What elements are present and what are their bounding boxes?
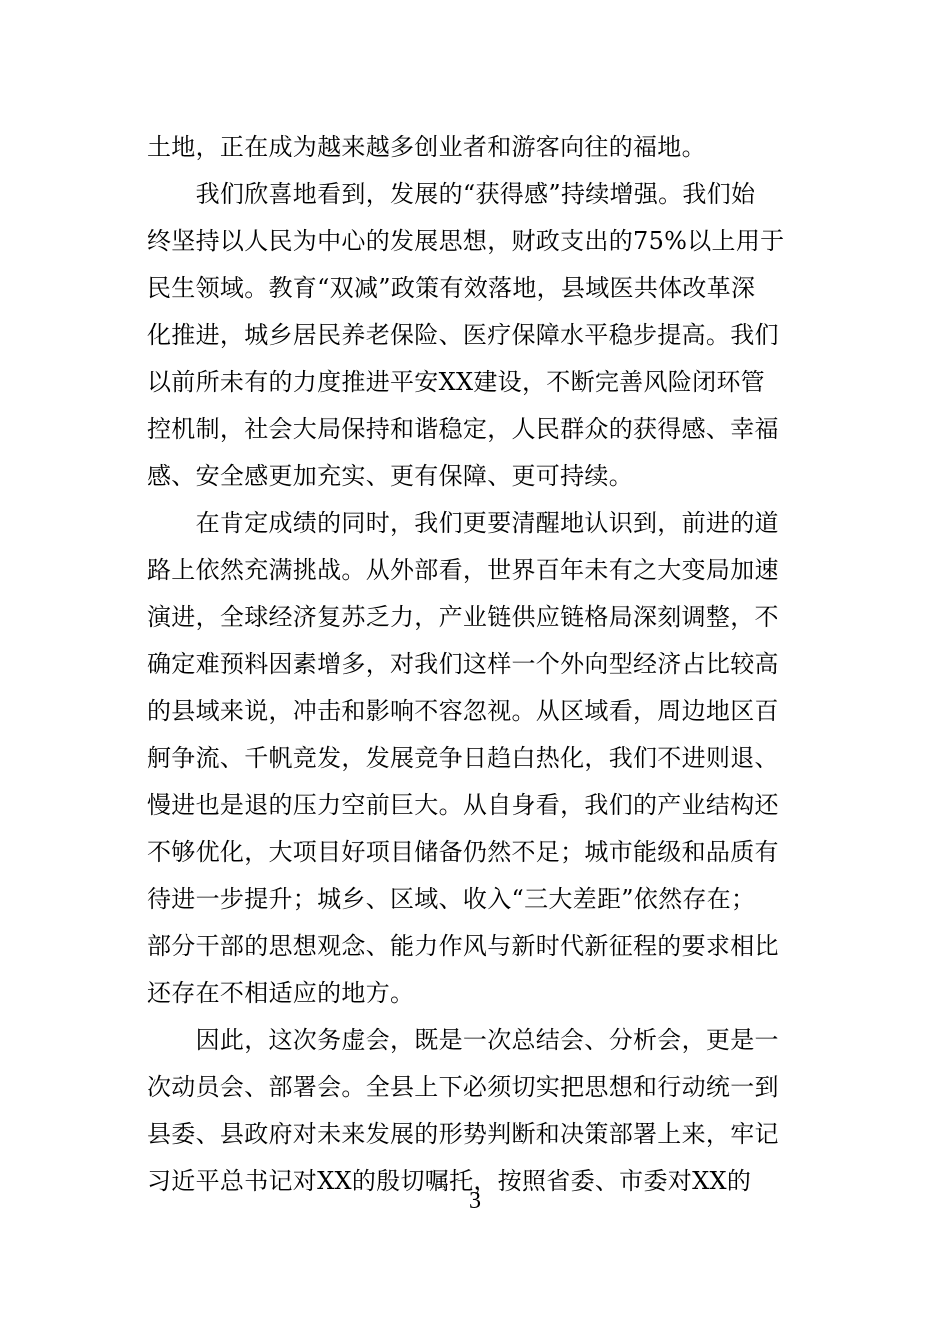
- text-line: 民生领域。教育“双减”政策有效落地，县域医共体改革深: [147, 274, 756, 302]
- text-line: 次动员会、部署会。全县上下必须切实把思想和行动统一到: [147, 1073, 779, 1101]
- text-line: 确定难预料因素增多，对我们这样一个外向型经济占比较高: [147, 650, 779, 678]
- text-line: 因此，这次务虚会，既是一次总结会、分析会，更是一: [147, 1026, 779, 1054]
- text-line: 县委、县政府对未来发展的形势判断和决策部署上来，牢记: [147, 1120, 779, 1148]
- text-line: 土地，正在成为越来越多创业者和游客向往的福地。: [147, 133, 706, 161]
- text-line: 演进，全球经济复苏乏力，产业链供应链格局深刻调整，不: [147, 603, 779, 631]
- text-line: 部分干部的思想观念、能力作风与新时代新征程的要求相比: [147, 932, 779, 960]
- page-number: 3: [469, 1188, 481, 1214]
- text-line: 舸争流、千帆竞发，发展竞争日趋白热化，我们不进则退、: [147, 744, 779, 772]
- text-line: 我们欣喜地看到，发展的“获得感”持续增强。我们始: [147, 180, 756, 208]
- text-line: 终坚持以人民为中心的发展思想，财政支出的75%以上用于: [147, 227, 785, 255]
- text-line: 不够优化，大项目好项目储备仍然不足；城市能级和品质有: [147, 838, 779, 866]
- text-line: 在肯定成绩的同时，我们更要清醒地认识到，前进的道: [147, 509, 779, 537]
- text-line: 控机制，社会大局保持和谐稳定，人民群众的获得感、幸福: [147, 415, 779, 443]
- text-line: 路上依然充满挑战。从外部看，世界百年未有之大变局加速: [147, 556, 779, 584]
- text-line: 慢进也是退的压力空前巨大。从自身看，我们的产业结构还: [147, 791, 779, 819]
- text-line: 还存在不相适应的地方。: [147, 979, 415, 1007]
- text-line: 待进一步提升；城乡、区域、收入“三大差距”依然存在；: [147, 885, 756, 913]
- text-line: 习近平总书记对XX的殷切嘱托，按照省委、市委对XX的: [147, 1167, 752, 1195]
- text-line: 化推进，城乡居民养老保险、医疗保障水平稳步提高。我们: [147, 321, 779, 349]
- text-line: 以前所未有的力度推进平安XX建设，不断完善风险闭环管: [147, 368, 765, 396]
- text-line: 感、安全感更加充实、更有保障、更可持续。: [147, 462, 633, 490]
- text-line: 的县域来说，冲击和影响不容忽视。从区域看，周边地区百: [147, 697, 779, 725]
- body-text: [147, 124, 807, 1205]
